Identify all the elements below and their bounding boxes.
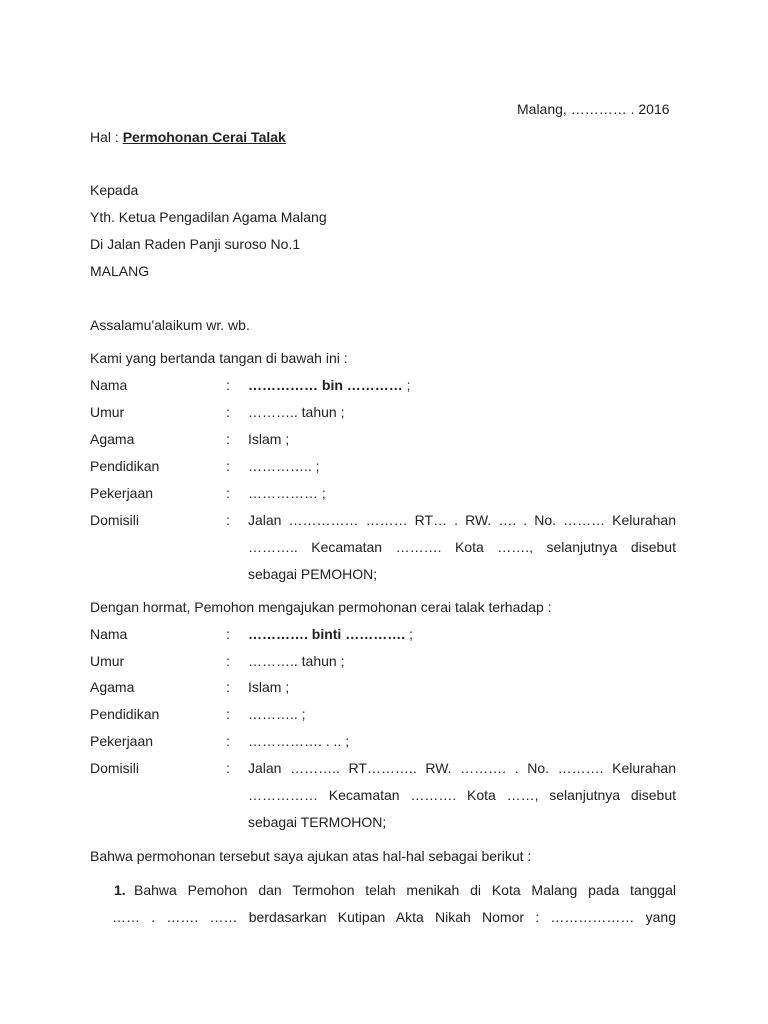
pemohon-domisili-line-1: Jalan …………… ……… RT… . RW. …. . No. ……… Kelurahan (248, 512, 676, 528)
recipient-line-2: Di Jalan Raden Panji suroso No.1 (90, 236, 301, 252)
point-line-1: Bahwa Pemohon dan Termohon telah menikah di Kota Malang pada tanggal (134, 882, 676, 898)
subject-prefix: Hal : (90, 129, 123, 145)
termohon-pendidikan-label: Pendidikan (90, 706, 160, 722)
termohon-nama-value (248, 625, 413, 643)
pemohon-nama-suffix: ; (402, 377, 411, 393)
colon: : (226, 653, 230, 669)
termohon-pekerjaan-label: Pekerjaan (90, 733, 154, 749)
pemohon-agama-value: Islam ; (248, 431, 290, 447)
colon: : (226, 733, 230, 749)
termohon-nama-label: Nama (90, 626, 128, 642)
pemohon-umur-label: Umur (90, 404, 125, 420)
pemohon-pendidikan-label: Pendidikan (90, 458, 160, 474)
termohon-nama-text: …………. binti …………. (248, 626, 406, 642)
colon: : (226, 458, 230, 474)
pemohon-domisili-line-3: sebagai PEMOHON; (248, 566, 378, 582)
pemohon-agama-label: Agama (90, 431, 135, 447)
recipient-kepada: Kepada (90, 182, 139, 198)
pemohon-nama-label: Nama (90, 377, 128, 393)
colon: : (226, 377, 230, 393)
termohon-umur-value: ……….. tahun ; (248, 653, 345, 669)
colon: : (226, 679, 230, 695)
colon: : (226, 485, 230, 501)
termohon-nama-suffix: ; (405, 626, 413, 642)
termohon-domisili-label: Domisili (90, 760, 139, 776)
place-date: Malang, ………… . 2016 (517, 101, 670, 117)
recipient-line-1: Yth. Ketua Pengadilan Agama Malang (90, 209, 327, 225)
pemohon-umur-value: ……….. tahun ; (248, 404, 345, 420)
termohon-agama-value: Islam ; (248, 679, 290, 695)
pemohon-nama-text: …………… bin ………… (248, 377, 403, 393)
termohon-pendidikan-value: ……….. ; (248, 706, 306, 722)
subject-title: Permohonan Cerai Talak (122, 129, 286, 145)
pemohon-domisili-label: Domisili (90, 512, 139, 528)
points-intro: Bahwa permohonan tersebut saya ajukan atas hal-hal sebagai berikut : (90, 848, 532, 864)
recipient-line-3: MALANG (90, 263, 150, 279)
colon: : (226, 431, 230, 447)
termohon-domisili-line-3: sebagai TERMOHON; (248, 814, 387, 830)
colon: : (226, 626, 230, 642)
greeting: Assalamu'alaikum wr. wb. (90, 317, 250, 333)
point-number: 1. (114, 882, 126, 898)
point-line-2: …… . ……. …… berdasarkan Kutipan Akta Nikah Nomor : ……………… yang (112, 909, 676, 925)
colon: : (226, 760, 230, 776)
pemohon-pekerjaan-label: Pekerjaan (90, 485, 154, 501)
colon: : (226, 512, 230, 528)
pemohon-pekerjaan-value: …………… ; (248, 485, 326, 501)
intro-text: Kami yang bertanda tangan di bawah ini : (90, 350, 348, 366)
subject-line (90, 128, 286, 146)
termohon-intro: Dengan hormat, Pemohon mengajukan permohonan cerai talak terhadap : (90, 599, 552, 615)
colon: : (226, 706, 230, 722)
termohon-domisili-line-1: Jalan ……….. RT……….. RW. ………. . No. ………. Kelurahan (248, 760, 676, 776)
pemohon-nama-value (248, 376, 411, 394)
termohon-pekerjaan-value: ……………. . .. ; (248, 733, 350, 749)
pemohon-pendidikan-value: ………….. ; (248, 458, 320, 474)
termohon-agama-label: Agama (90, 679, 135, 695)
termohon-umur-label: Umur (90, 653, 125, 669)
termohon-domisili-line-2: …………… Kecamatan ………. Kota ……, selanjutnya disebut (248, 787, 676, 803)
pemohon-domisili-line-2: ……….. Kecamatan ………. Kota ……., selanjutnya disebut (248, 539, 676, 555)
colon: : (226, 404, 230, 420)
